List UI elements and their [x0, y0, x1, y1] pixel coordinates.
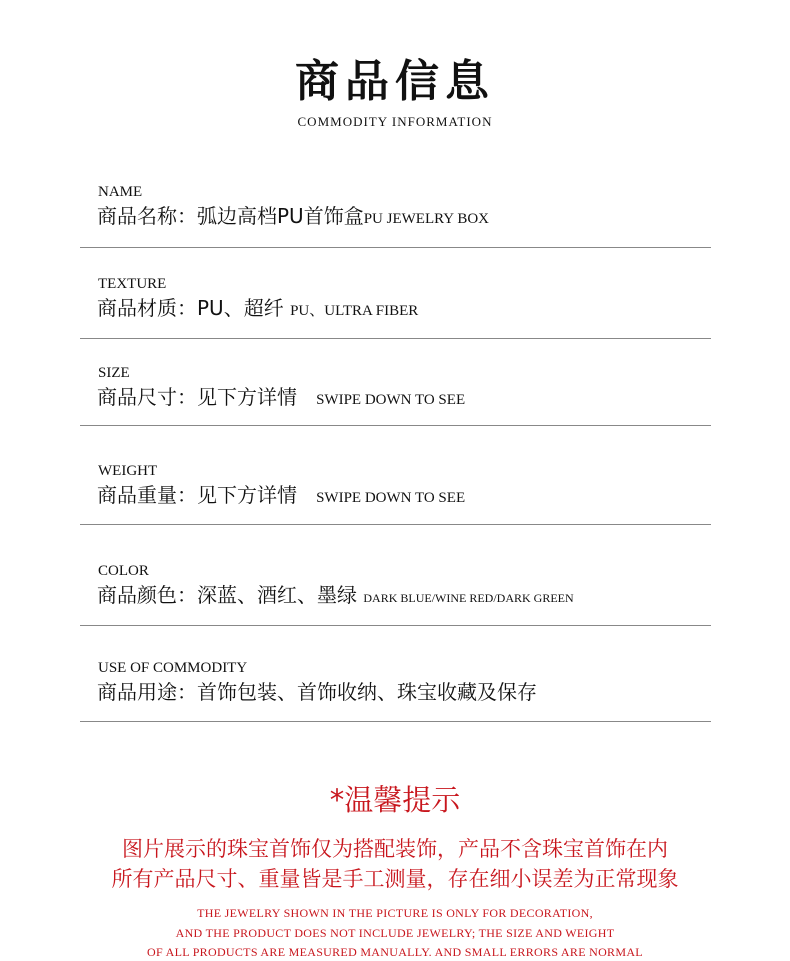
row-value-en: PU、ULTRA FIBER: [290, 303, 419, 319]
row-value-cn: 商品用途：首饰包装、首饰收纳、珠宝收藏及保存: [97, 680, 537, 704]
row-label-en: WEIGHT: [98, 463, 158, 479]
page-subtitle: COMMODITY INFORMATION: [297, 114, 493, 129]
row-value-en: SWIPE DOWN TO SEE: [316, 392, 466, 408]
info-row-color: [80, 525, 711, 626]
notice-en-line: OF ALL PRODUCTS ARE MEASURED MANUALLY. AND SMALL ERRORS ARE NORMAL: [147, 945, 643, 959]
info-row-weight: [80, 426, 711, 525]
row-value-cn: 商品材质：PU、超纤: [97, 296, 284, 320]
row-label-en: COLOR: [98, 563, 149, 579]
notice-cn-line: 所有产品尺寸、重量皆是手工测量，存在细小误差为正常现象: [111, 867, 679, 891]
notice-en-line: THE JEWELRY SHOWN IN THE PICTURE IS ONLY FOR DECORATION,: [197, 906, 593, 920]
row-label-en: USE OF COMMODITY: [98, 660, 248, 676]
row-label-en: TEXTURE: [98, 276, 167, 292]
row-value: [97, 583, 574, 607]
page-title: 商品信息: [295, 56, 495, 107]
info-row-size: [80, 339, 711, 426]
row-value-en: DARK BLUE/WINE RED/DARK GREEN: [363, 591, 574, 605]
row-value-cn: 商品名称：弧边高档PU首饰盒: [97, 204, 364, 228]
row-value: [97, 204, 489, 228]
info-row-name: [80, 160, 711, 248]
row-label-en: SIZE: [98, 365, 130, 381]
row-value: [97, 296, 418, 320]
row-label-en: NAME: [98, 184, 143, 200]
row-value: [97, 385, 465, 409]
row-value-cn: 商品颜色：深蓝、酒红、墨绿: [97, 583, 357, 607]
row-value-en: SWIPE DOWN TO SEE: [316, 490, 466, 506]
notice-en-line: AND THE PRODUCT DOES NOT INCLUDE JEWELRY; THE SIZE AND WEIGHT: [175, 926, 615, 940]
row-value: [97, 483, 465, 507]
notice-title: *温馨提示: [329, 783, 461, 817]
info-row-texture: [80, 248, 711, 339]
notice-cn-line: 图片展示的珠宝首饰仅为搭配装饰，产品不含珠宝首饰在内: [122, 837, 668, 861]
row-value-en: PU JEWELRY BOX: [363, 211, 489, 227]
row-value: [97, 680, 537, 704]
info-row-use: [80, 626, 711, 722]
row-value-cn: 商品尺寸：见下方详情: [97, 385, 297, 409]
row-value-cn: 商品重量：见下方详情: [97, 483, 297, 507]
